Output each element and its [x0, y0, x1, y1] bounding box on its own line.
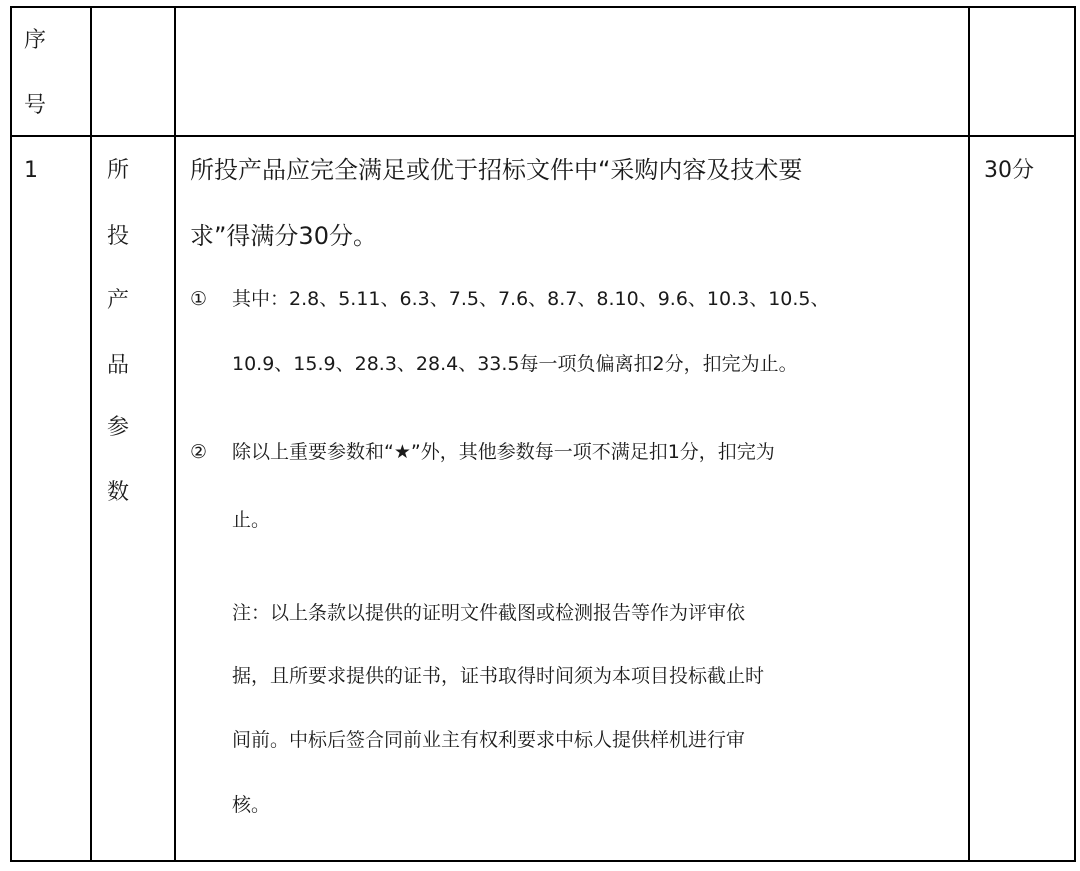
criteria-intro-line: 所投产品应完全满足或优于招标文件中“采购内容及技术要: [190, 156, 803, 184]
table-border-right: [1074, 6, 1076, 862]
item2-line: 止。: [232, 509, 271, 531]
header-seq-char: 号: [24, 93, 47, 118]
criteria-intro-line: 求”得满分30分。: [190, 222, 377, 250]
item-marker-2: ②: [190, 441, 208, 463]
score-value: 30分: [984, 158, 1034, 183]
note-line: 据，且所要求提供的证书，证书取得时间须为本项目投标截止时: [232, 665, 765, 687]
item1-line: 其中：2.8、5.11、6.3、7.5、7.6、8.7、8.10、9.6、10.3、10.5、: [232, 288, 830, 310]
item-marker-1: ①: [190, 288, 208, 310]
item-label-char: 投: [107, 224, 130, 249]
item1-line: 10.9、15.9、28.3、28.4、33.5每一项负偏离扣2分，扣完为止。: [232, 353, 798, 375]
table-border-bottom: [10, 860, 1076, 862]
note-line: 核。: [232, 794, 271, 816]
item-label-char: 数: [107, 480, 130, 505]
item-label-char: 参: [107, 415, 130, 440]
table-row-divider: [10, 135, 1076, 137]
item-label-char: 品: [107, 353, 130, 378]
note-line: 间前。中标后签合同前业主有权利要求中标人提供样机进行审: [232, 729, 746, 751]
column-divider-3: [968, 6, 970, 862]
table-border-left: [10, 6, 12, 862]
row-number: 1: [24, 158, 38, 183]
item2-line: 除以上重要参数和“★”外，其他参数每一项不满足扣1分，扣完为: [232, 441, 775, 463]
note-line: 注：以上条款以提供的证明文件截图或检测报告等作为评审依: [232, 602, 746, 624]
header-seq-char: 序: [24, 28, 47, 53]
item-label-char: 产: [107, 288, 130, 313]
table-border-top: [10, 6, 1076, 8]
item-label-char: 所: [107, 158, 130, 183]
column-divider-2: [174, 6, 176, 862]
column-divider-1: [90, 6, 92, 862]
